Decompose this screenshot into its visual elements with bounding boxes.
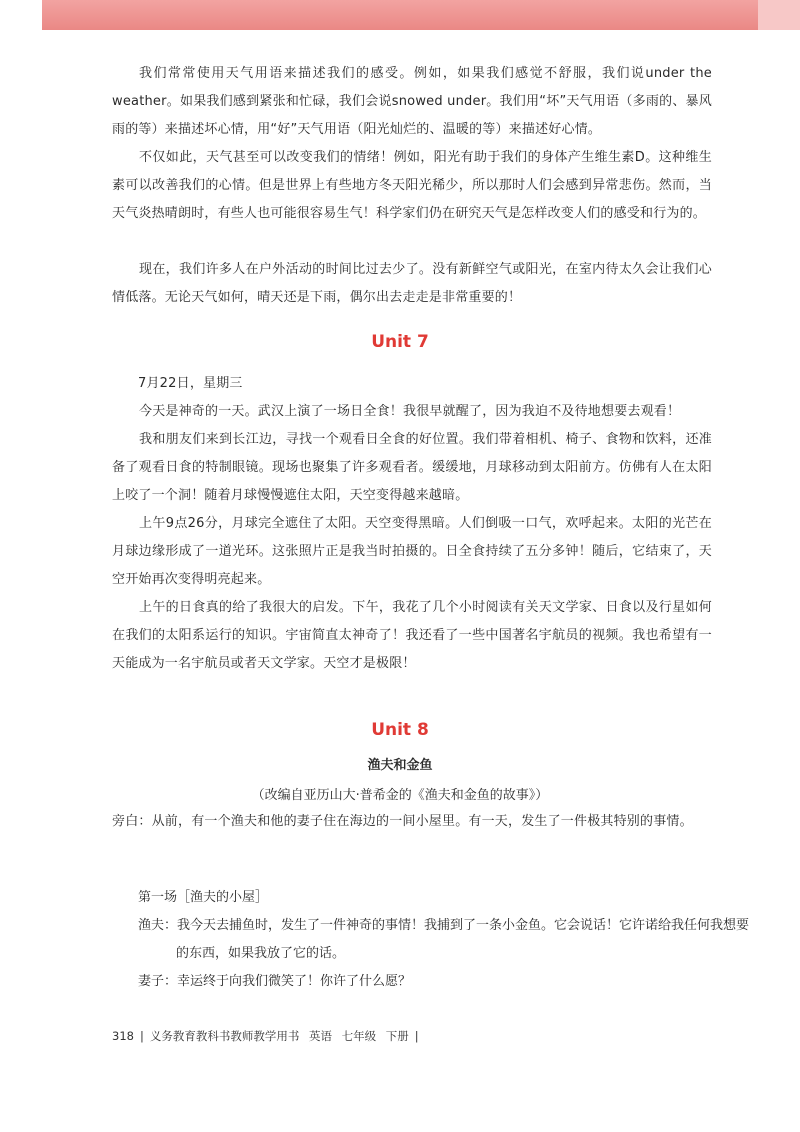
scene-heading: 第一场［渔夫的小屋］ xyxy=(138,890,269,905)
grade: 七年级 xyxy=(341,1029,377,1043)
footer-divider: | xyxy=(139,1029,144,1043)
unit-7-paragraph-3: 上午9点26分，月球完全遮住了太阳。天空变得黑暗。人们倒吸一口气，欢呼起来。太阳的光芒在月球边缘形成了一道光环。这张照片正是我当时拍摄的。日全食持续了五分多钟！随后，它结束了，天空开始再次变得明亮起来。 xyxy=(112,516,712,587)
speaker-wife: 妻子： xyxy=(138,974,178,989)
unit-7-paragraph-4: 上午的日食真的给了我很大的启发。下午，我花了几个小时阅读有关天文学家、日食以及行星如何在我们的太阳系运行的知识。宇宙简直太神奇了！我还看了一些中国著名宇航员的视频。我也希望有一天能成为一名宇航员或者天文学家。天空才是极限！ xyxy=(112,600,712,671)
book-title: 义务教育教科书教师教学用书 xyxy=(149,1029,300,1043)
page-number: 318 xyxy=(112,1029,134,1043)
page-footer xyxy=(112,1028,425,1044)
story-title: 渔夫和金鱼 xyxy=(367,758,433,773)
speaker-fisherman: 渔夫： xyxy=(138,918,178,933)
header-band-edge xyxy=(758,0,800,30)
footer-divider-end: | xyxy=(414,1029,419,1043)
unit-7-paragraph-1: 今天是神奇的一天。武汉上演了一场日全食！我很早就醒了，因为我迫不及待地想要去观看！ xyxy=(139,404,681,419)
subject: 英语 xyxy=(308,1029,332,1043)
weather-paragraph-2: 不仅如此，天气甚至可以改变我们的情绪！例如，阳光有助于我们的身体产生维生素D。这种维生素可以改善我们的心情。但是世界上有些地方冬天阳光稀少，所以那时人们会感到异常悲伤。然而，当天气炎热晴朗时，有些人也可能很容易生气！科学家们仍在研究天气是怎样改变人们的感受和行为的。 xyxy=(112,150,712,221)
line-text: 幸运终于向我们微笑了！你许了什么愿？ xyxy=(177,974,412,989)
unit-8-heading: Unit 8 xyxy=(371,720,429,740)
line-text: 我今天去捕鱼时，发生了一件神奇的事情！我捕到了一条小金鱼。它会说话！它许诺给我任何我想要的东西，如果我放了它的话。 xyxy=(176,918,750,961)
story-subtitle: （改编自亚历山大·普希金的《渔夫和金鱼的故事》） xyxy=(251,788,549,803)
dialog-line xyxy=(138,912,750,968)
volume: 下册 xyxy=(385,1029,409,1043)
unit-7-paragraph-2: 我和朋友们来到长江边，寻找一个观看日全食的好位置。我们带着相机、椅子、食物和饮料，还准备了观看日食的特制眼镜。现场也聚集了许多观看者。缓缓地，月球移动到太阳前方。仿佛有人在太阳上咬了一个洞！随着月球慢慢遮住太阳，天空变得越来越暗。 xyxy=(112,432,712,503)
header-band xyxy=(42,0,758,30)
weather-paragraph-3: 现在，我们许多人在户外活动的时间比过去少了。没有新鲜空气或阳光，在室内待太久会让我们心情低落。无论天气如何，晴天还是下雨，偶尔出去走走是非常重要的！ xyxy=(112,262,712,305)
diary-date: 7月22日，星期三 xyxy=(138,376,243,391)
weather-paragraph-1: 我们常常使用天气用语来描述我们的感受。例如，如果我们感觉不舒服，我们说under the weather。如果我们感到紧张和忙碌，我们会说snowed under。我们用“坏”天气用语（多雨的、暴风雨的等）来描述坏心情，用“好”天气用语（阳光灿烂的、温暖的等）来描述好心情。 xyxy=(112,66,712,137)
unit-7-heading: Unit 7 xyxy=(371,332,429,352)
narration: 旁白：从前，有一个渔夫和他的妻子住在海边的一间小屋里。有一天，发生了一件极其特别的事情。 xyxy=(112,814,693,829)
dialog-line xyxy=(138,968,750,996)
